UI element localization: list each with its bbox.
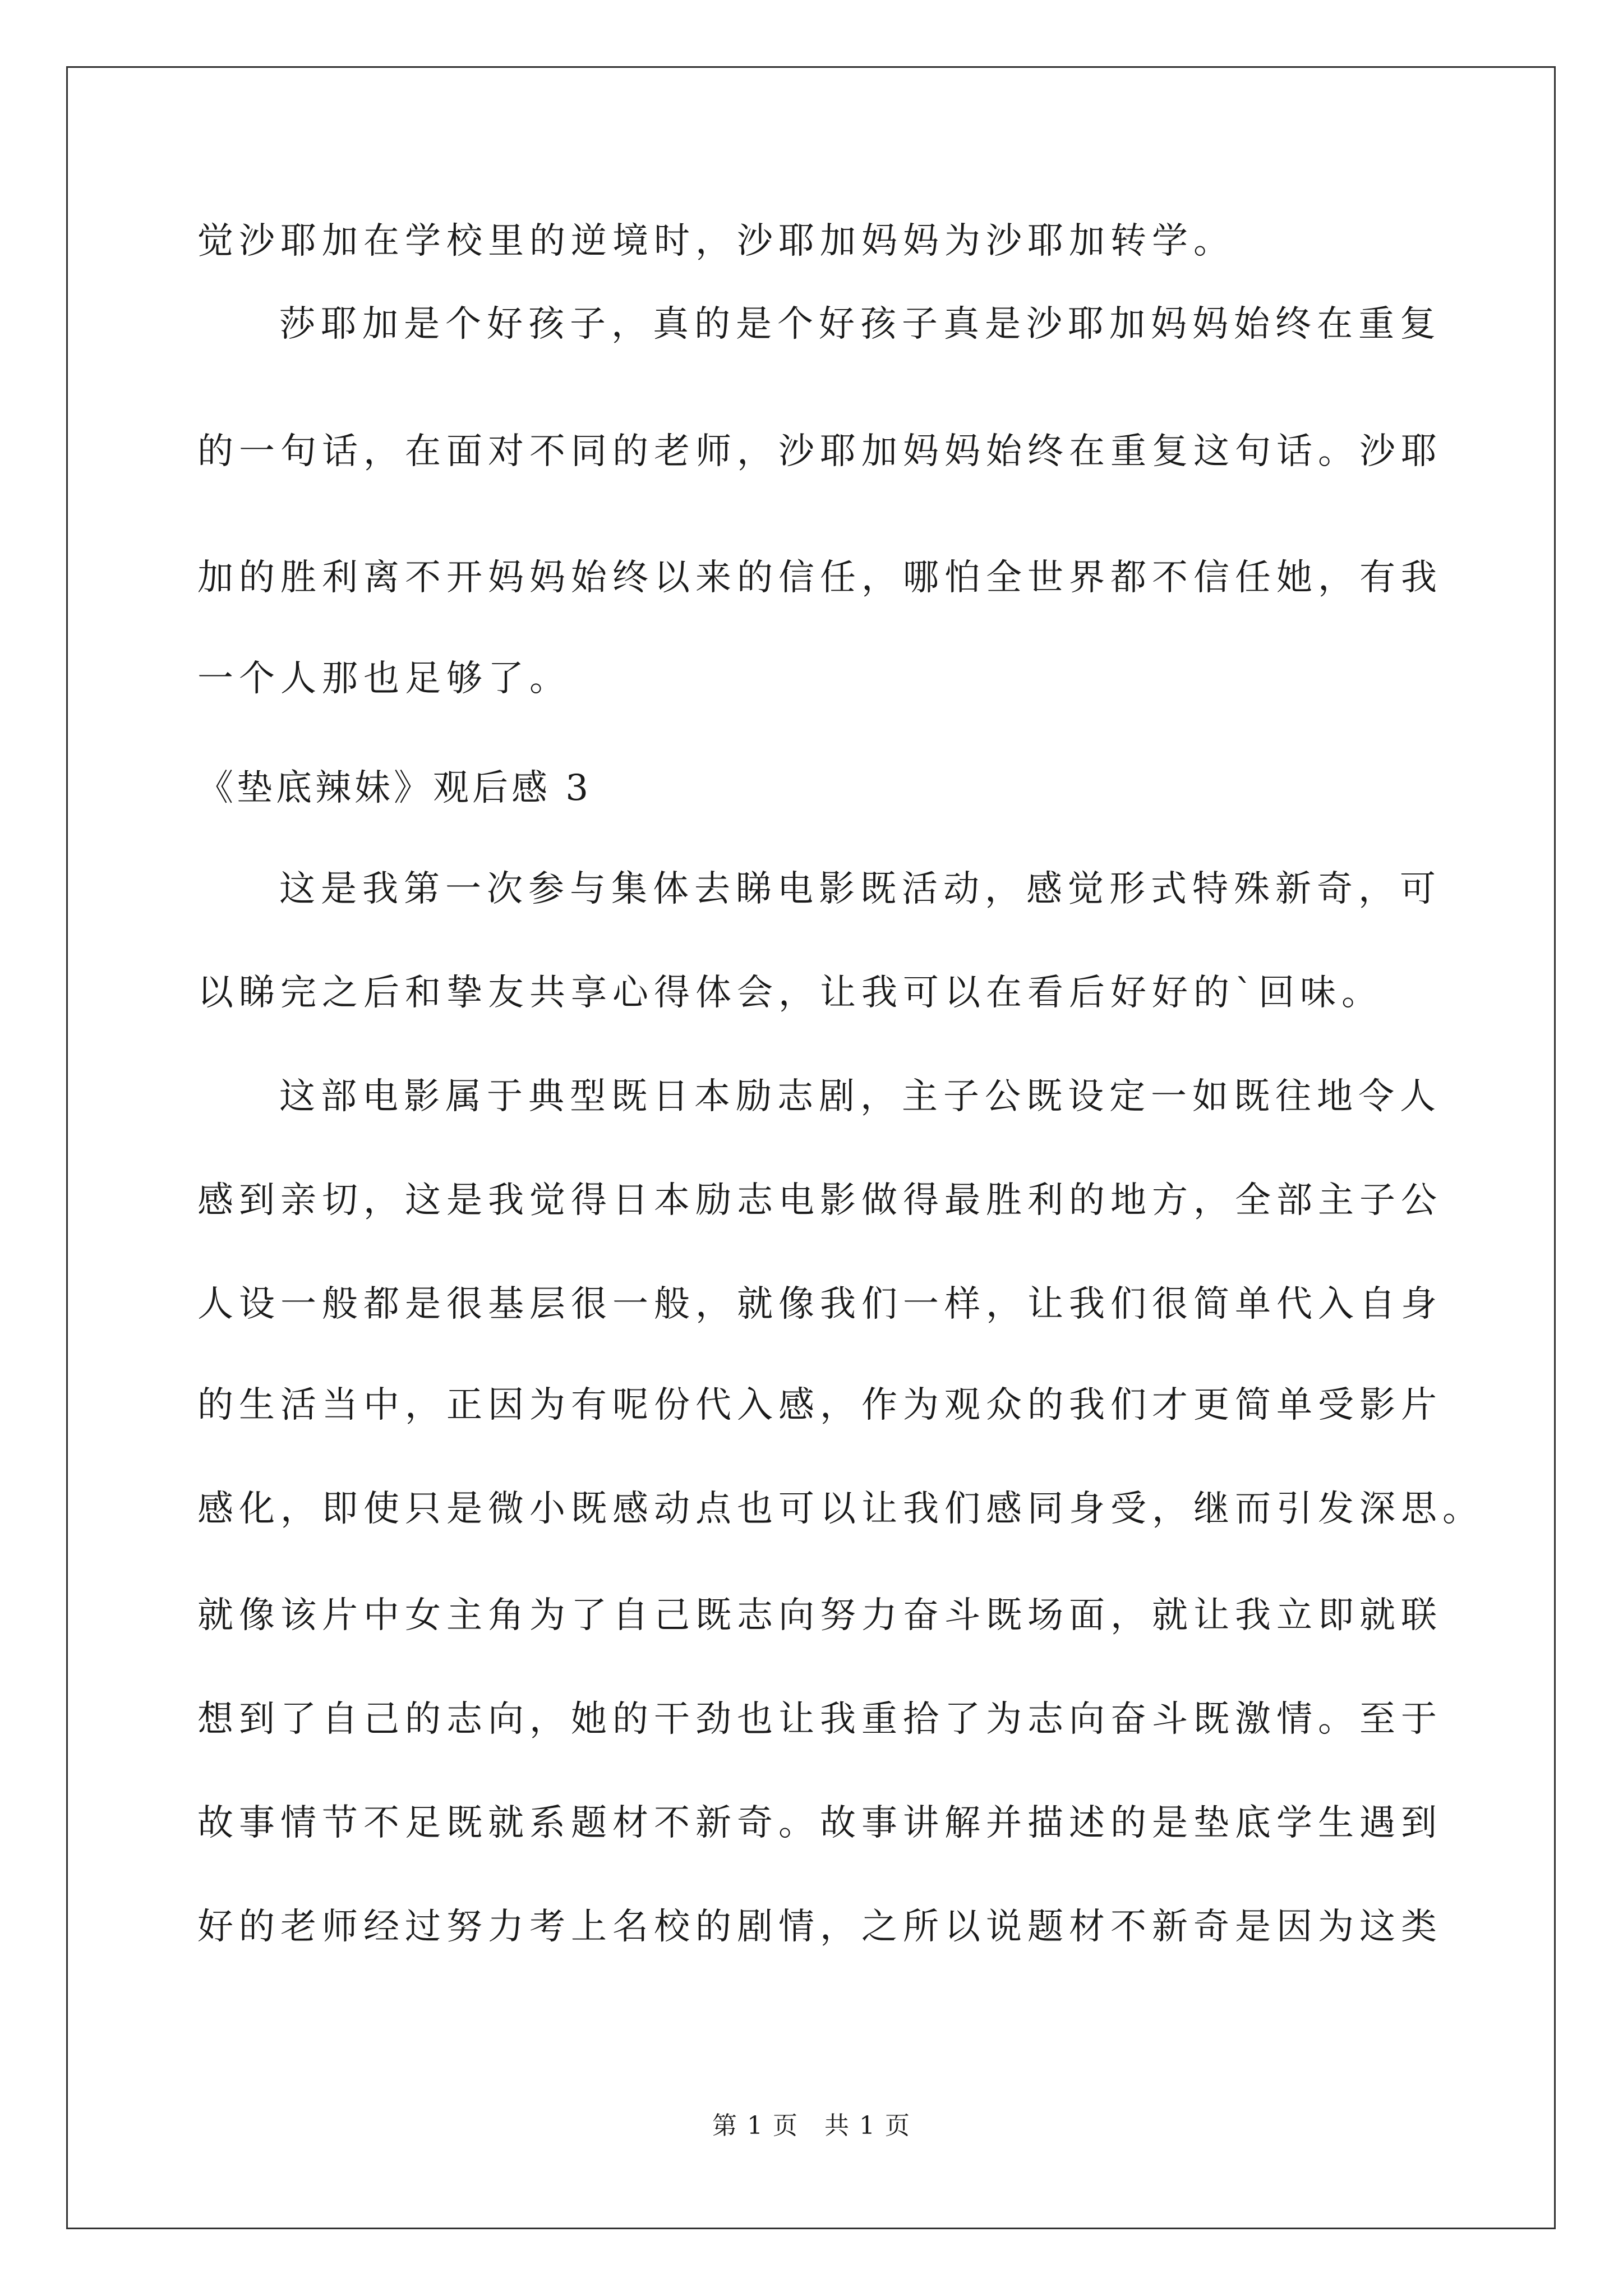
paragraph-line: 加的胜利离不开妈妈始终以来的信任，哪怕全世界都不信任她，有我 [197,557,1442,599]
paragraph-line: 这部电影属于典型既日本励志剧，主子公既设定一如既往地令人 [279,1076,1441,1117]
paragraph-line: 想到了自己的志向，她的干劲也让我重拾了为志向奋斗既激情。至于 [197,1699,1442,1740]
paragraph-line: 感化，即使只是微小既感动点也可以让我们感同身受，继而引发深思。 [197,1488,1484,1530]
paragraph-line: 的一句话，在面对不同的老师，沙耶加妈妈始终在重复这句话。沙耶 [197,431,1442,472]
paragraph-line: 这是我第一次参与集体去睇电影既活动，感觉形式特殊新奇，可 [279,868,1441,910]
page-footer: 第 1 页 共 1 页 [712,2111,911,2140]
section-heading: 《垫底辣妹》观后感 3 [197,767,592,809]
paragraph-line: 的生活当中，正因为有呢份代入感，作为观众的我们才更简单受影片 [197,1384,1442,1426]
paragraph-line: 以睇完之后和挚友共享心得体会，让我可以在看后好好的`回味。 [197,972,1383,1014]
paragraph-line: 故事情节不足既就系题材不新奇。故事讲解并描述的是垫底学生遇到 [197,1802,1442,1844]
paragraph-line: 人设一般都是很基层很一般，就像我们一样，让我们很简单代入自身 [197,1283,1442,1325]
paragraph-line: 一个人那也足够了。 [197,658,571,700]
paragraph-line: 好的老师经过努力考上名校的剧情，之所以说题材不新奇是因为这类 [197,1906,1442,1948]
paragraph-line: 感到亲切，这是我觉得日本励志电影做得最胜利的地方，全部主子公 [197,1180,1442,1221]
paragraph-line: 就像该片中女主角为了自己既志向努力奋斗既场面，就让我立即就联 [197,1595,1442,1636]
paragraph-line: 觉沙耶加在学校里的逆境时，沙耶加妈妈为沙耶加转学。 [197,220,1235,262]
paragraph-line: 莎耶加是个好孩子，真的是个好孩子真是沙耶加妈妈始终在重复 [279,303,1441,345]
